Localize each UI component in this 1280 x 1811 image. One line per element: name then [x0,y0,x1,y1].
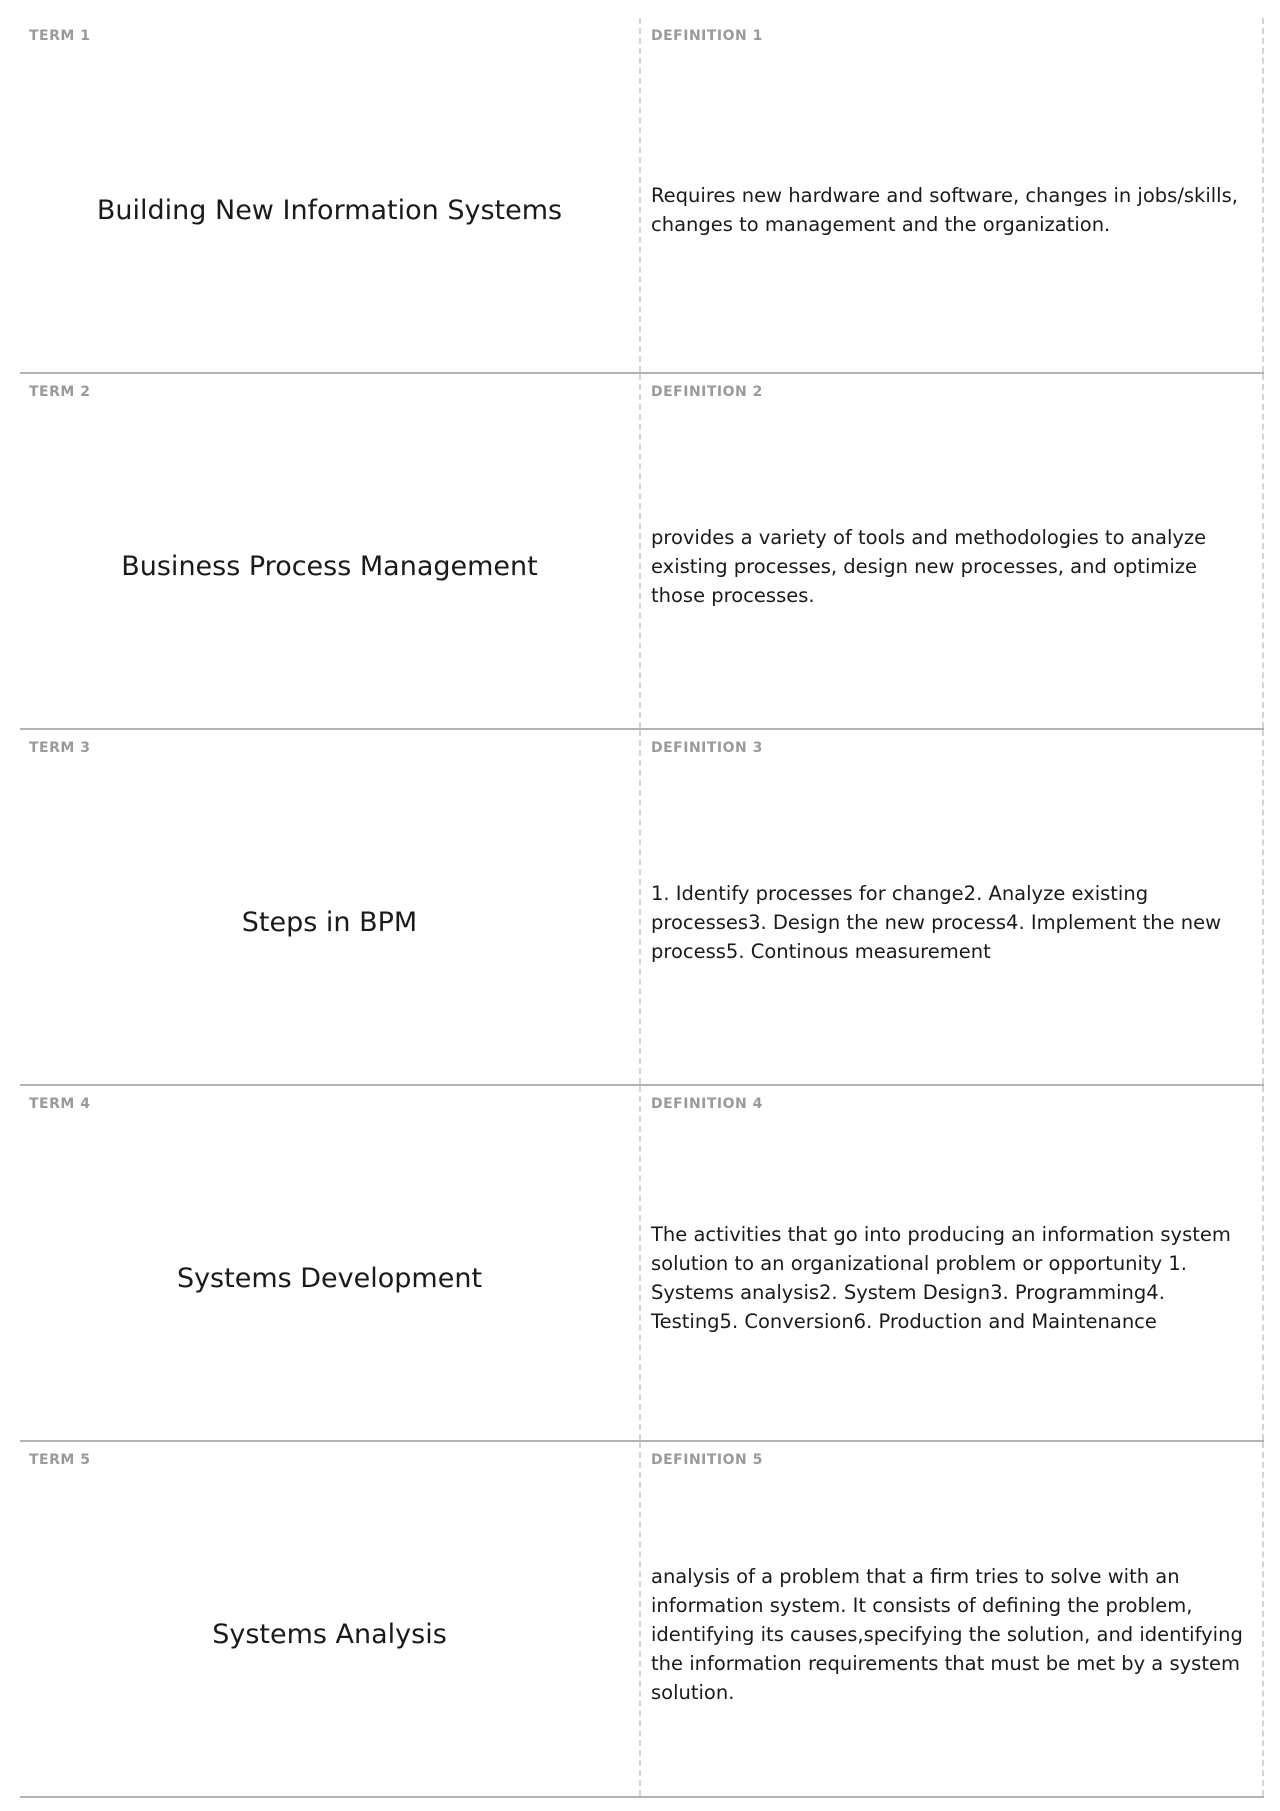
definition-text: 1. Identify processes for change2. Analyze existing processes3. Design the new process4. Implement the new process5. Continous measurement [651,881,1222,963]
flashcard-sheet [20,18,1264,1798]
term-text: Steps in BPM [241,906,418,938]
definition-label: DEFINITION 5 [651,1452,763,1468]
definition-label: DEFINITION 1 [651,28,763,44]
card-row [20,1086,1264,1442]
card-row [20,1442,1264,1798]
definition-text: Requires new hardware and software, changes in jobs/skills, changes to management and the organization. [651,184,1238,236]
term-text: Business Process Management [121,550,538,582]
definition-cell [641,1442,1264,1796]
term-label: TERM 1 [29,28,91,44]
term-label: TERM 2 [29,384,91,400]
definition-label: DEFINITION 3 [651,740,763,756]
definition-label: DEFINITION 4 [651,1096,763,1112]
card-row [20,18,1264,374]
definition-text: provides a variety of tools and methodologies to analyze existing processes, design new processes, and optimize those processes. [651,525,1207,607]
term-label: TERM 3 [29,740,91,756]
term-label: TERM 5 [29,1452,91,1468]
term-cell [20,18,641,372]
definition-cell [641,374,1264,728]
definition-label: DEFINITION 2 [651,384,763,400]
definition-cell [641,730,1264,1084]
term-cell [20,1442,641,1796]
term-text: Systems Development [176,1262,483,1294]
term-cell [20,374,641,728]
definition-cell [641,18,1264,372]
term-cell [20,730,641,1084]
card-row [20,374,1264,730]
definition-text: analysis of a problem that a firm tries to solve with an information system. It consists of defining the problem, identifying its causes,specifying the solution, and identifying the information requirements that must be met by a system solution. [651,1564,1243,1704]
definition-cell [641,1086,1264,1440]
term-cell [20,1086,641,1440]
definition-text: The activities that go into producing an information system solution to an organizational problem or opportunity 1. Systems analysis2. System Design3. Programming4. Testing5. Conversion6. Production and Maintenance [651,1223,1231,1333]
term-text: Building New Information Systems [96,194,563,226]
card-row [20,730,1264,1086]
term-label: TERM 4 [29,1096,91,1112]
term-text: Systems Analysis [212,1618,447,1650]
